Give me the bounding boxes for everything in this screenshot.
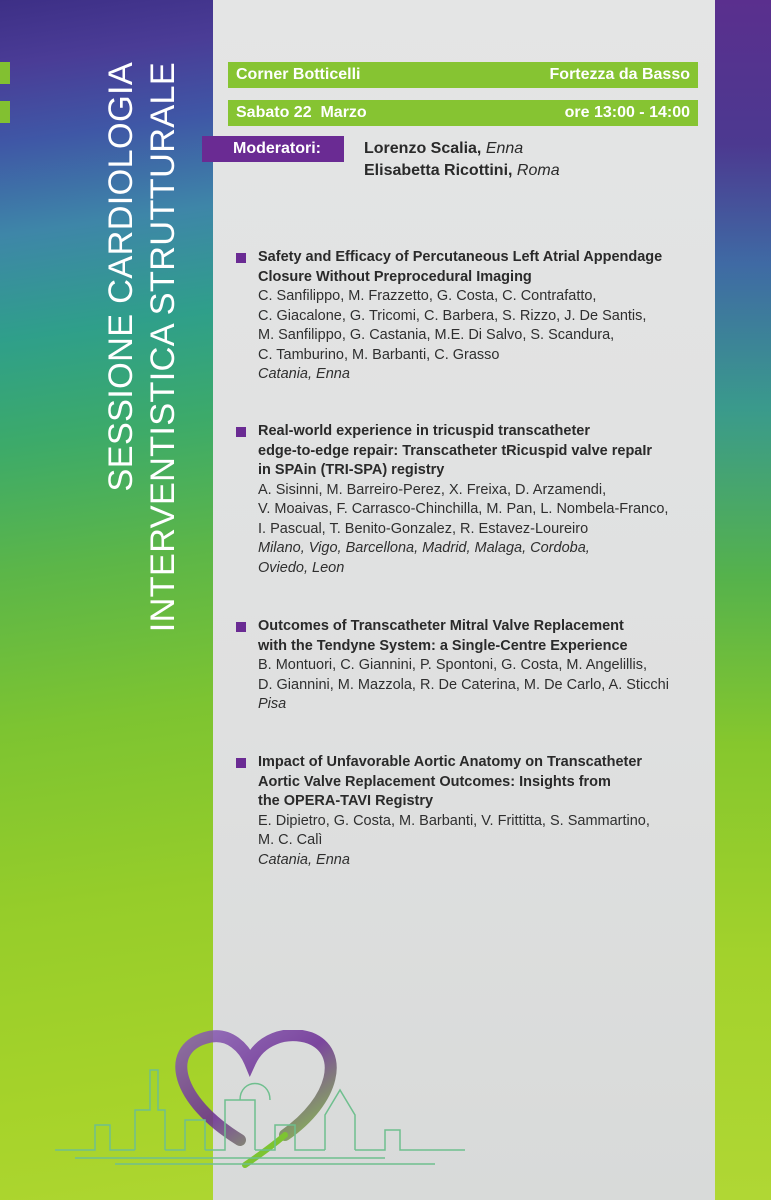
bullet-square-icon [236,622,246,632]
talk-title-line: with the Tendyne System: a Single-Centre Experience [258,637,628,654]
talk-item [236,617,706,715]
location-line: Pisa [258,696,287,712]
moderator-name: Lorenzo Scalia, [364,140,482,157]
location-band [228,62,698,88]
moderator-city: Roma [516,162,560,179]
talk-title-line: the OPERA-TAVI Registry [258,793,434,809]
author-line: V. Moaivas, F. Carrasco-Chinchilla, M. Pan, L. Nombela-Franco, [258,501,669,517]
moderator-city: Enna [485,140,524,157]
talk-item [236,248,706,385]
room-name: Corner Botticelli [236,66,361,83]
talk-location [258,695,706,715]
talk-title [258,248,706,287]
bullet-square-icon [236,253,246,263]
author-line: B. Montuori, C. Giannini, P. Spontoni, G. Costa, M. Angelillis, [258,657,648,673]
author-line: M. Sanfilippo, G. Castania, M.E. Di Salvo, S. Scandura, [258,327,615,343]
talk-authors [258,656,706,695]
author-line: I. Pascual, T. Benito-Gonzalez, R. Estavez-Loureiro [258,520,589,537]
talk-location [258,365,706,385]
talk-title-line: Real-world experience in tricuspid transcatheter [258,423,590,439]
author-line: D. Giannini, M. Mazzola, R. De Caterina, M. De Carlo, A. Sticchi [258,676,669,693]
moderator-name: Elisabetta Ricottini, [364,162,513,179]
talk-authors [258,287,706,365]
talk-location [258,539,706,578]
talk-title-line: Closure Without Preprocedural Imaging [258,268,532,285]
talk-title [258,617,706,656]
moderators-list [364,138,560,182]
talk-item [236,422,706,578]
talk-location [258,851,706,871]
moderators-label: Moderatori: [202,136,344,162]
location-line: Milano, Vigo, Barcellona, Madrid, Malaga, Cordoba, [258,540,590,556]
location-line: Oviedo, Leon [258,559,345,576]
session-title-line2: INTERVENTISTICA STRUTTURALE [144,62,182,633]
talk-title-line: Impact of Unfavorable Aortic Anatomy on Transcatheter [258,754,643,770]
talk-item [236,753,706,870]
talk-authors [258,812,706,851]
talk-title-line: Aortic Valve Replacement Outcomes: Insights from [258,773,611,790]
location-line: Catania, Enna [258,851,350,868]
session-date: Sabato 22 Marzo [236,104,367,121]
location-line: Catania, Enna [258,366,350,382]
session-title-line1: SESSIONE CARDIOLOGIA [102,62,140,492]
talk-title-line: Safety and Efficacy of Percutaneous Left Atrial Appendage [258,249,663,265]
author-line: C. Tamburino, M. Barbanti, C. Grasso [258,346,500,363]
talk-title-line: in SPAin (TRI-SPA) registry [258,462,445,478]
moderator [364,138,560,160]
bullet-square-icon [236,758,246,768]
moderator [364,160,560,182]
author-line: A. Sisinni, M. Barreiro-Perez, X. Freixa, D. Arzamendi, [258,481,607,498]
author-line: M. C. Calì [258,832,323,848]
talk-title [258,753,706,812]
talk-authors [258,481,706,540]
florence-skyline-heart-logo [55,1030,465,1170]
schedule-band [228,100,698,126]
left-accent-bar [0,62,10,84]
session-title [100,62,200,702]
left-accent-bar [0,101,10,123]
talk-title [258,422,706,481]
author-line: E. Dipietro, G. Costa, M. Barbanti, V. Frittitta, S. Sammartino, [258,812,650,829]
talk-title-line: Outcomes of Transcatheter Mitral Valve Replacement [258,618,624,634]
author-line: C. Sanfilippo, M. Frazzetto, G. Costa, C. Contrafatto, [258,288,597,304]
venue-name: Fortezza da Basso [549,66,690,83]
session-time: ore 13:00 - 14:00 [564,104,690,121]
bullet-square-icon [236,427,246,437]
talk-title-line: edge-to-edge repair: Transcatheter tRicuspid valve repaIr [258,442,653,459]
author-line: C. Giacalone, G. Tricomi, C. Barbera, S. Rizzo, J. De Santis, [258,307,647,324]
right-gradient-strip [715,0,771,1200]
